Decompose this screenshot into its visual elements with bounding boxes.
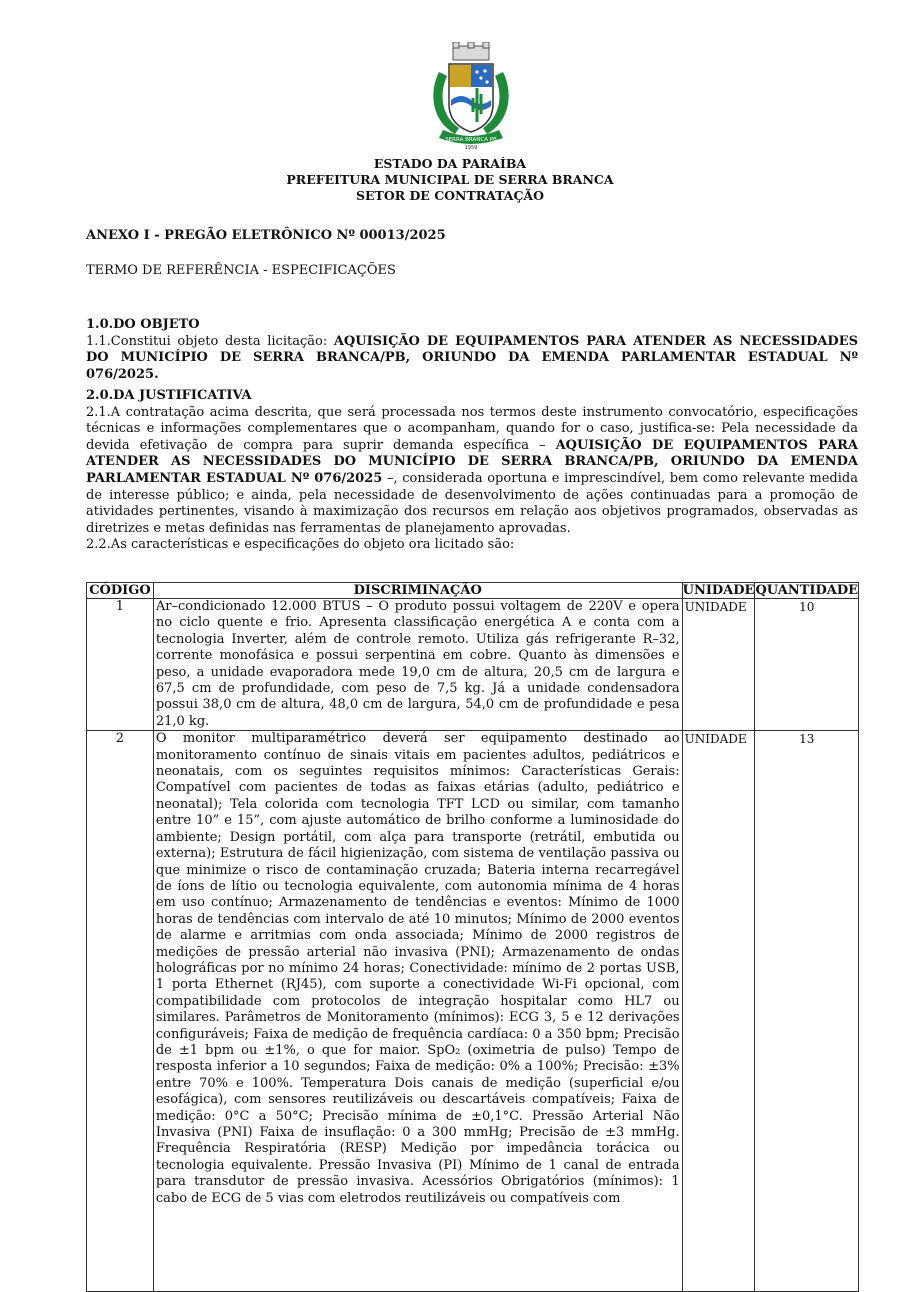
section-justificativa-heading: 2.0.DA JUSTIFICATIVA bbox=[86, 388, 252, 403]
header-prefecture: PREFEITURA MUNICIPAL DE SERRA BRANCA bbox=[286, 172, 614, 187]
section-objeto-heading: 1.0.DO OBJETO bbox=[86, 317, 200, 332]
row-quantity: 13 bbox=[755, 731, 859, 1292]
row-unit: UNIDADE bbox=[682, 599, 755, 731]
justificativa-paragraph bbox=[86, 405, 858, 538]
specification-table bbox=[86, 582, 859, 1292]
justificativa-lead: 2.1.A contratação acima descrita, que será processada nos termos deste instrumento convocatório, especificações técnicas e informações complementares que o acompanham, quando for o caso, justifica-se: Pela necessidade da devida efetivação de compra para suprir demanda específica – bbox=[86, 404, 858, 453]
section-objeto bbox=[86, 317, 858, 383]
header-codigo: CÓDIGO bbox=[87, 583, 154, 599]
header-discriminacao: DISCRIMINAÇÃO bbox=[153, 583, 682, 599]
row-code: 2 bbox=[87, 731, 154, 1292]
municipal-crest-logo bbox=[425, 42, 517, 150]
crest-year: 1959 bbox=[464, 145, 478, 150]
row-unit: UNIDADE bbox=[682, 731, 755, 1292]
document-header bbox=[0, 156, 900, 204]
table-row bbox=[87, 599, 859, 731]
section-objeto-text bbox=[86, 334, 858, 384]
row-description: Ar–condicionado 12.000 BTUS – O produto possui voltagem de 220V e opera no ciclo quente e frio. Apresenta classificação energética A e conta com a tecnologia Inverter, além de controle remoto. Utiliza gás refrigerante R–32, corrente monofásica e possui serpentina em cobre. Quanto às dimensões e peso, a unidade evaporadora mede 19,0 cm de altura, 20,5 cm de largura e 67,5 cm de profundidade, com peso de 7,5 kg. Já a unidade condensadora possui 38,0 cm de altura, 48,0 cm de largura, 54,0 cm de profundidade e pesa 21,0 kg. bbox=[153, 599, 682, 731]
table-header-row bbox=[87, 583, 859, 599]
crest-motto: SERRA BRANCA PB bbox=[445, 137, 497, 143]
characteristics-intro: 2.2.As características e especificações do objeto ora licitado são: bbox=[86, 537, 515, 553]
row-quantity: 10 bbox=[755, 599, 859, 731]
table-row bbox=[87, 731, 859, 1292]
header-unidade: UNIDADE bbox=[682, 583, 755, 598]
row-description-cell bbox=[153, 731, 682, 1292]
header-sector: SETOR DE CONTRATAÇÃO bbox=[355, 188, 545, 203]
row-description: O monitor multiparamétrico deverá ser equipamento destinado ao monitoramento contínuo de sinais vitais em pacientes adultos, pediátricos e neonatais, com os seguintes requisitos mínimos: Características Gerais: Compatível com pacientes de todas as faixas etárias (adulto, pediátrico e neonatal); Tela colorida com tecnologia TFT LCD ou similar, com tamanho entre 10” e 15”, com ajuste automático de brilho conforme a luminosidade do ambiente; Design portátil, com alça para transporte (retrátil, embutida ou externa); Estrutura de fácil higienização, com sistema de ventilação passiva ou que minimize o risco de contaminação cruzada; Bateria interna recarregável de íons de lítio ou tecnologia equivalente, com autonomia mínima de 4 horas em uso contínuo; Armazenamento de tendências e eventos: Mínimo de 1000 horas de tendências com intervalo de até 10 minutos; Mínimo de 2000 eventos de alarme e arritmias com onda associada; Mínimo de 2000 registros de medições de pressão arterial não invasiva (PNI); Armazenamento de ondas holográficas por no mínimo 24 horas; Conectividade: mínimo de 2 portas USB, 1 porta Ethernet (RJ45), com suporte a conectividade Wi-Fi opcional, com compatibilidade com protocolos de integração hospitalar como HL7 ou similares. Parâmetros de Monitoramento (mínimos): ECG 3, 5 e 12 derivações configuráveis; Faixa de medição de frequência cardíaca: 0 a 350 bpm; Precisão de ±1 bpm ou ±1%, o que for maior. SpO₂ (oximetria de pulso) Tempo de resposta inferior a 10 segundos; Faixa de medição: 0% a 100%; Precisão: ±3% entre 70% e 100%. Temperatura Dois canais de medição (superficial e/ou esofágica), com sensores reutilizáveis ou descartáveis compatíveis; Faixa de medição: 0°C a 50°C; Precisão mínima de ±0,1°C. Pressão Arterial Não Invasiva (PNI) Faixa de insuflação: 0 a 300 mmHg; Precisão de ±3 mmHg. Frequência Respiratória (RESP) Medição por impedância torácica ou tecnologia equivalente. Pressão Invasiva (PI) Mínimo de 1 canal de entrada para transdutor de pressão invasiva. Acessórios Obrigatórios (mínimos): 1 cabo de ECG de 5 vias com eletrodos reutilizáveis ou compatíveis com bbox=[155, 731, 680, 1206]
objeto-bold: AQUISIÇÃO DE EQUIPAMENTOS PARA ATENDER AS NECESSIDADES DO MUNICÍPIO DE SERRA BRANCA/PB, ORIUNDO DA EMENDA PARLAMENTAR ESTADUAL Nº 076/2025. bbox=[86, 333, 858, 382]
annex-title: ANEXO I - PREGÃO ELETRÔNICO Nº 00013/2025 bbox=[86, 228, 446, 243]
term-title: TERMO DE REFERÊNCIA - ESPECIFICAÇÕES bbox=[86, 263, 396, 278]
section-justificativa bbox=[86, 388, 858, 554]
header-state: ESTADO DA PARAÍBA bbox=[373, 156, 527, 171]
justificativa-bold: AQUISIÇÃO DE EQUIPAMENTOS PARA ATENDER AS NECESSIDADES DO MUNICÍPIO DE SERRA BRANCA/PB, ORIUNDO DA EMENDA PARLAMENTAR ESTADUAL Nº 076/2025 bbox=[86, 437, 858, 486]
objeto-lead: 1.1.Constitui objeto desta licitação: bbox=[86, 333, 334, 349]
row-code: 1 bbox=[87, 599, 154, 731]
justificativa-tail: –, considerada oportuna e imprescindível, bem como relevante medida de interesse público; e ainda, pela necessidade de desenvolvimento de ações continuadas para a promoção de atividades pertinentes, visando à maximização dos recursos em relação aos objetivos programados, observadas as diretrizes e metas definidas nas ferramentas de planejamento aprovadas. bbox=[86, 470, 858, 536]
header-quantidade: QUANTIDADE bbox=[755, 583, 858, 598]
